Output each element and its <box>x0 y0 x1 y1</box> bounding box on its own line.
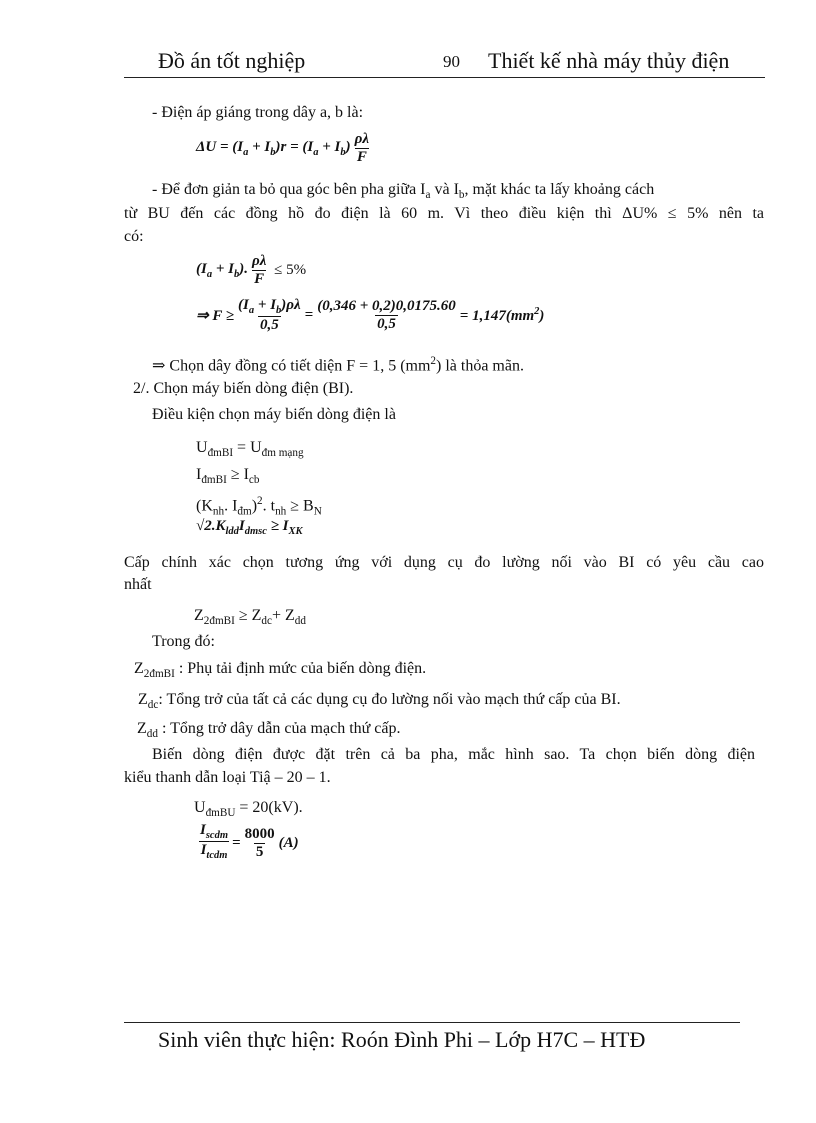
definition-zdd: $Z_{dd}$ : Tổng trở dây dẫn của mạch thứ cấp. <box>137 720 401 741</box>
definition-zdc: $Z_{dc}$: Tổng trở của tất cả các dụng cụ đo lường nối vào mạch thứ cấp của BI. <box>138 691 621 712</box>
equation-condition: $(I_a + I_b)$. $\frac{\rho\lambda}{F}$ ≤ 5% <box>196 253 307 287</box>
paragraph-bi-placement-line2: kiểu thanh dẫn loại Tiậ – 20 – 1. <box>124 769 331 786</box>
paragraph-choose-wire: ⇒ Chọn dây đồng có tiết diện F = 1, 5 $(mm^2)$ là thỏa mãn. <box>152 355 524 375</box>
paragraph-voltage-drop: - Điện áp giáng trong dây a, b là: <box>152 104 364 121</box>
paragraph-simplify-line2: từ BU đến các đồng hồ đo điện là 60 m. Vì theo điều kiện thì ΔU% ≤ 5% nên ta <box>124 205 764 222</box>
equation-current-ratio: $\frac{I_{scdm}}{I_{tcdm}}$ = $\frac{8000}{5}$ (A) <box>196 822 299 864</box>
header-rule <box>124 77 765 78</box>
paragraph-simplify-line1: - Để đơn giản ta bỏ qua góc bên pha giữa $I_a$ và $I_b$, mặt khác ta lấy khoảng cách <box>152 181 655 202</box>
page-number: 90 <box>443 52 460 71</box>
equation-delta-u: $\Delta U = (I_a + I_b)r = (I_a + I_b)$ $\frac{\rho\lambda}{F}$ <box>196 131 370 165</box>
paragraph-accuracy-line2: nhất <box>124 576 152 593</box>
header-right-title: Thiết kế nhà máy thủy điện <box>488 48 730 73</box>
paragraph-accuracy-line1: Cấp chính xác chọn tương ứng với dụng cụ đo lường nối vào BI có yêu cầu cao <box>124 554 764 571</box>
equation-impedance: $Z_{2đmBI} \ge Z_{dc}+ Z_{dd}$ <box>194 607 306 628</box>
paragraph-where: Trong đó: <box>152 633 215 650</box>
condition-current: $I_{đmBI} \ge I_{cb}$ <box>196 466 260 487</box>
footer-rule <box>124 1022 740 1023</box>
header-left-title: Đồ án tốt nghiệp <box>158 48 306 73</box>
condition-thermal: ($K_{nh}$. $I_{đm})^2$. $t_{nh} \ge B_N$ <box>196 495 322 518</box>
footer-author: Sinh viên thực hiện: Roón Đình Phi – Lớp H7C – HTĐ <box>158 1027 646 1052</box>
paragraph-bi-condition: Điều kiện chọn máy biến dòng điện là <box>152 406 396 423</box>
paragraph-simplify-line3: có: <box>124 228 144 245</box>
rated-voltage-bu: $U_{đmBU} = 20(kV)$. <box>194 799 303 820</box>
equation-f-result: ⇒ F ≥ $\frac{(I_a + I_b)\rho\lambda}{0,5}$ = $\frac{(0,346 + 0,2)0,0175.60}{0,5}$ = $1,147(mm^2)$ <box>196 297 545 333</box>
condition-voltage: $U_{đmBI} = U_{đm mạng}$ <box>196 439 304 460</box>
paragraph-bi-placement-line1: Biến dòng điện được đặt trên cả ba pha, mắc hình sao. Ta chọn biến dòng điện <box>152 746 755 763</box>
condition-dynamic: $√2.K_{ldd}I_{dmsc} \ge I_{XK}$ <box>196 518 303 537</box>
section-heading-bi: 2/. Chọn máy biến dòng điện (BI). <box>133 380 354 397</box>
definition-z2dmbi: $Z_{2đmBI}$ : Phụ tải định mức của biến dòng điện. <box>134 660 427 681</box>
